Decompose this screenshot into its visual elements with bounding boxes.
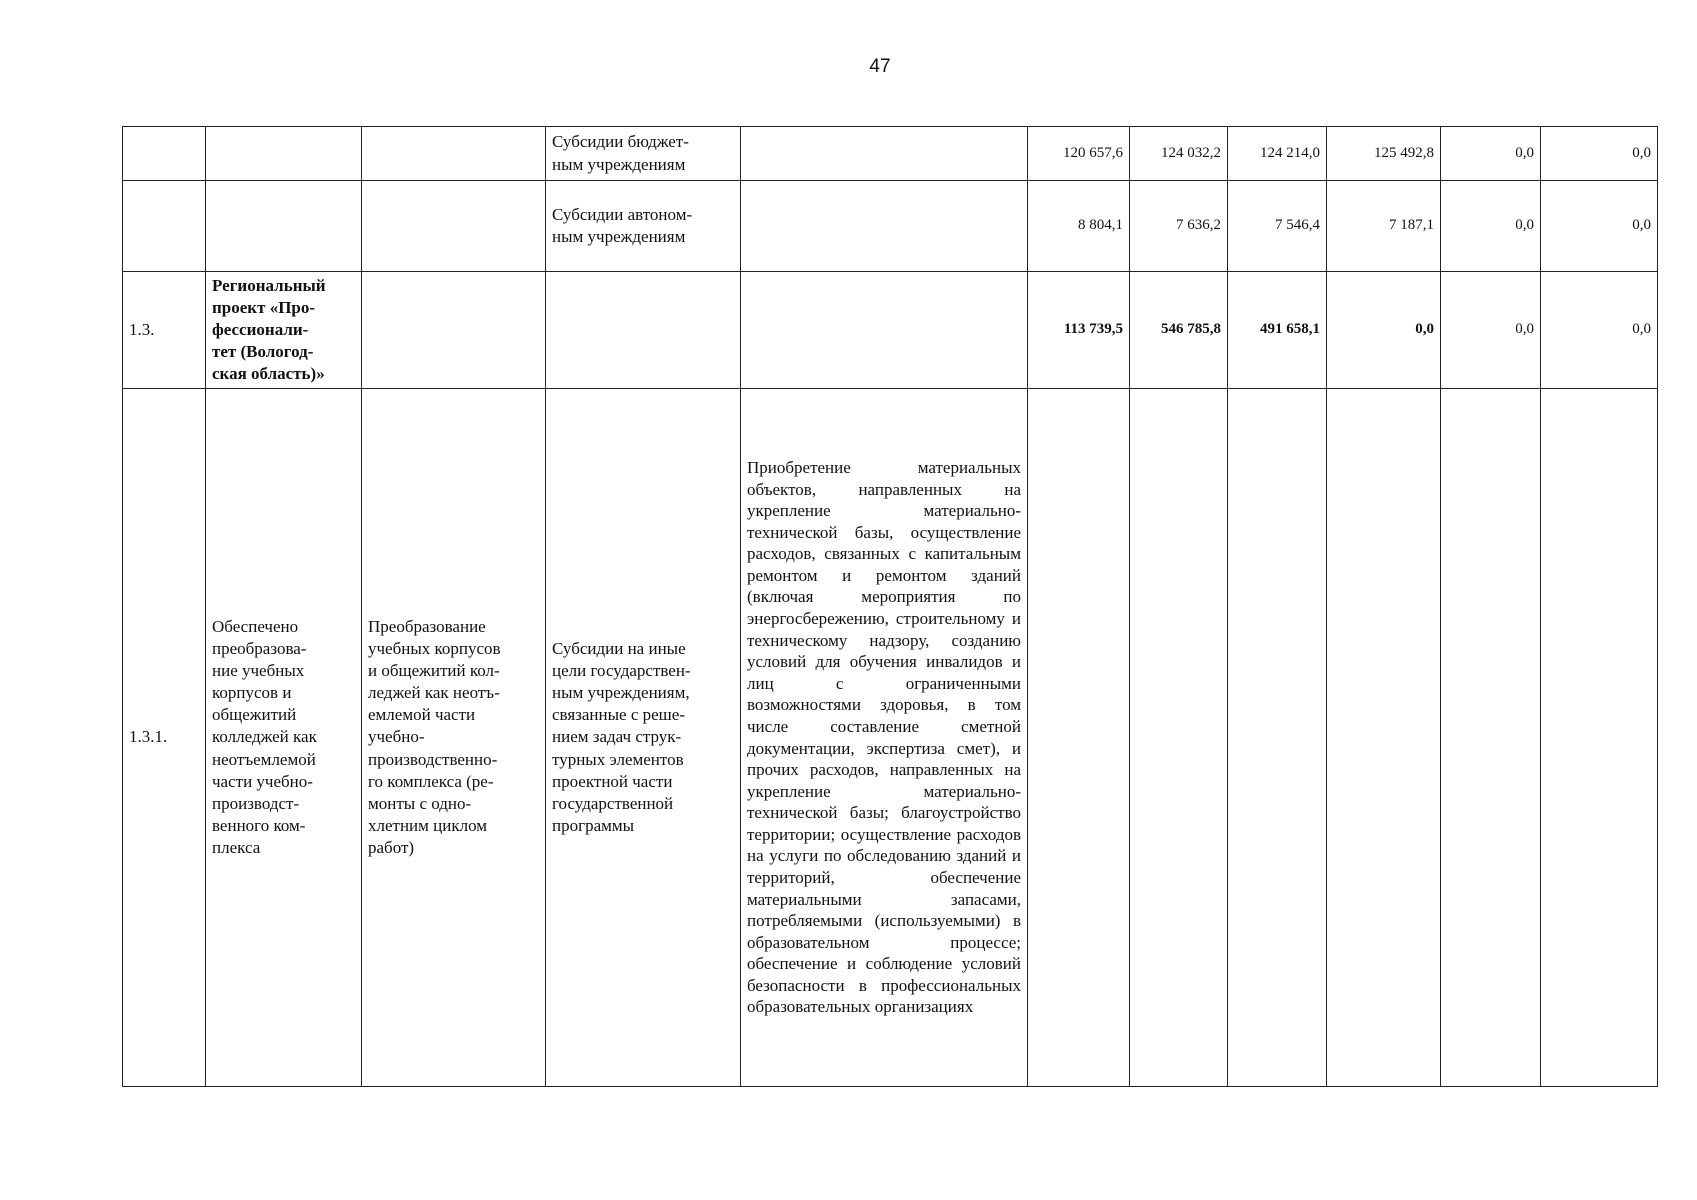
row-value-2: 546 785,8 (1130, 272, 1228, 389)
row-direction: Приобретение материальных объектов, направленных на укрепление материально-технической базы, осуществление расходов, связанных с капитальным ремонтом и ремонтом зданий (включая мероприятия по энергосбережению, строительному и техническому надзору, созданию условий для обучения инвалидов и лиц с ограниченными возможностями здоровья, в том числе составление сметной документации, экспертиза смет), и прочих расходов, направленных на укрепление материально-технической базы; благоустройство территории; осуществление расходов на услуги по обследованию зданий и территорий, обеспечение материальными запасами, потребляемыми (используемыми) в образовательном процессе; обеспечение и соблюдение условий безопасности в профессиональных образовательных организациях (741, 389, 1028, 1087)
row-direction (741, 127, 1028, 181)
row-value-5 (1441, 389, 1541, 1087)
row-value-1: 113 739,5 (1028, 272, 1130, 389)
row-value-1 (1028, 389, 1130, 1087)
budget-table (122, 126, 1658, 1087)
row-value-4: 0,0 (1327, 272, 1441, 389)
row-expense-type (546, 272, 741, 389)
row-result (206, 181, 362, 272)
row-expense-type: Субсидии на иные цели государствен- ным учреждениям, связанные с реше- нием задач струк- турных элементов проектной части государственной программы (546, 389, 741, 1087)
row-event (362, 272, 546, 389)
row-code (123, 127, 206, 181)
row-value-3 (1228, 389, 1327, 1087)
row-value-3: 124 214,0 (1228, 127, 1327, 181)
page-number: 47 (869, 56, 891, 77)
row-direction (741, 181, 1028, 272)
row-event: Преобразование учебных корпусов и общежитий кол- леджей как неотъ- емлемой части учебно- производственно- го комплекса (ре- монты с одно- хлетним циклом работ) (362, 389, 546, 1087)
row-result: Региональный проект «Про- фессионали- тет (Вологод- ская область)» (206, 272, 362, 389)
row-value-5: 0,0 (1441, 272, 1541, 389)
row-result (206, 127, 362, 181)
row-value-6: 0,0 (1541, 127, 1658, 181)
row-value-4: 125 492,8 (1327, 127, 1441, 181)
row-value-4 (1327, 389, 1441, 1087)
row-value-3: 491 658,1 (1228, 272, 1327, 389)
row-code: 1.3.1. (123, 389, 206, 1087)
row-code: 1.3. (123, 272, 206, 389)
table-row (123, 127, 1658, 181)
row-value-1: 120 657,6 (1028, 127, 1130, 181)
table-row (123, 272, 1658, 389)
table-row (123, 389, 1658, 1087)
row-value-5: 0,0 (1441, 181, 1541, 272)
row-value-5: 0,0 (1441, 127, 1541, 181)
row-value-6: 0,0 (1541, 272, 1658, 389)
row-code (123, 181, 206, 272)
row-value-6: 0,0 (1541, 181, 1658, 272)
row-value-4: 7 187,1 (1327, 181, 1441, 272)
row-value-1: 8 804,1 (1028, 181, 1130, 272)
row-direction (741, 272, 1028, 389)
row-expense-type: Субсидии автоном- ным учреждениям (546, 181, 741, 272)
row-value-2: 124 032,2 (1130, 127, 1228, 181)
table-row (123, 181, 1658, 272)
row-expense-type: Субсидии бюджет- ным учреждениям (546, 127, 741, 181)
row-value-2: 7 636,2 (1130, 181, 1228, 272)
row-event (362, 127, 546, 181)
row-value-6 (1541, 389, 1658, 1087)
row-result: Обеспечено преобразова- ние учебных корпусов и общежитий колледжей как неотъемлемой части учебно- производст- венного ком- плекса (206, 389, 362, 1087)
row-value-3: 7 546,4 (1228, 181, 1327, 272)
row-value-2 (1130, 389, 1228, 1087)
row-event (362, 181, 546, 272)
